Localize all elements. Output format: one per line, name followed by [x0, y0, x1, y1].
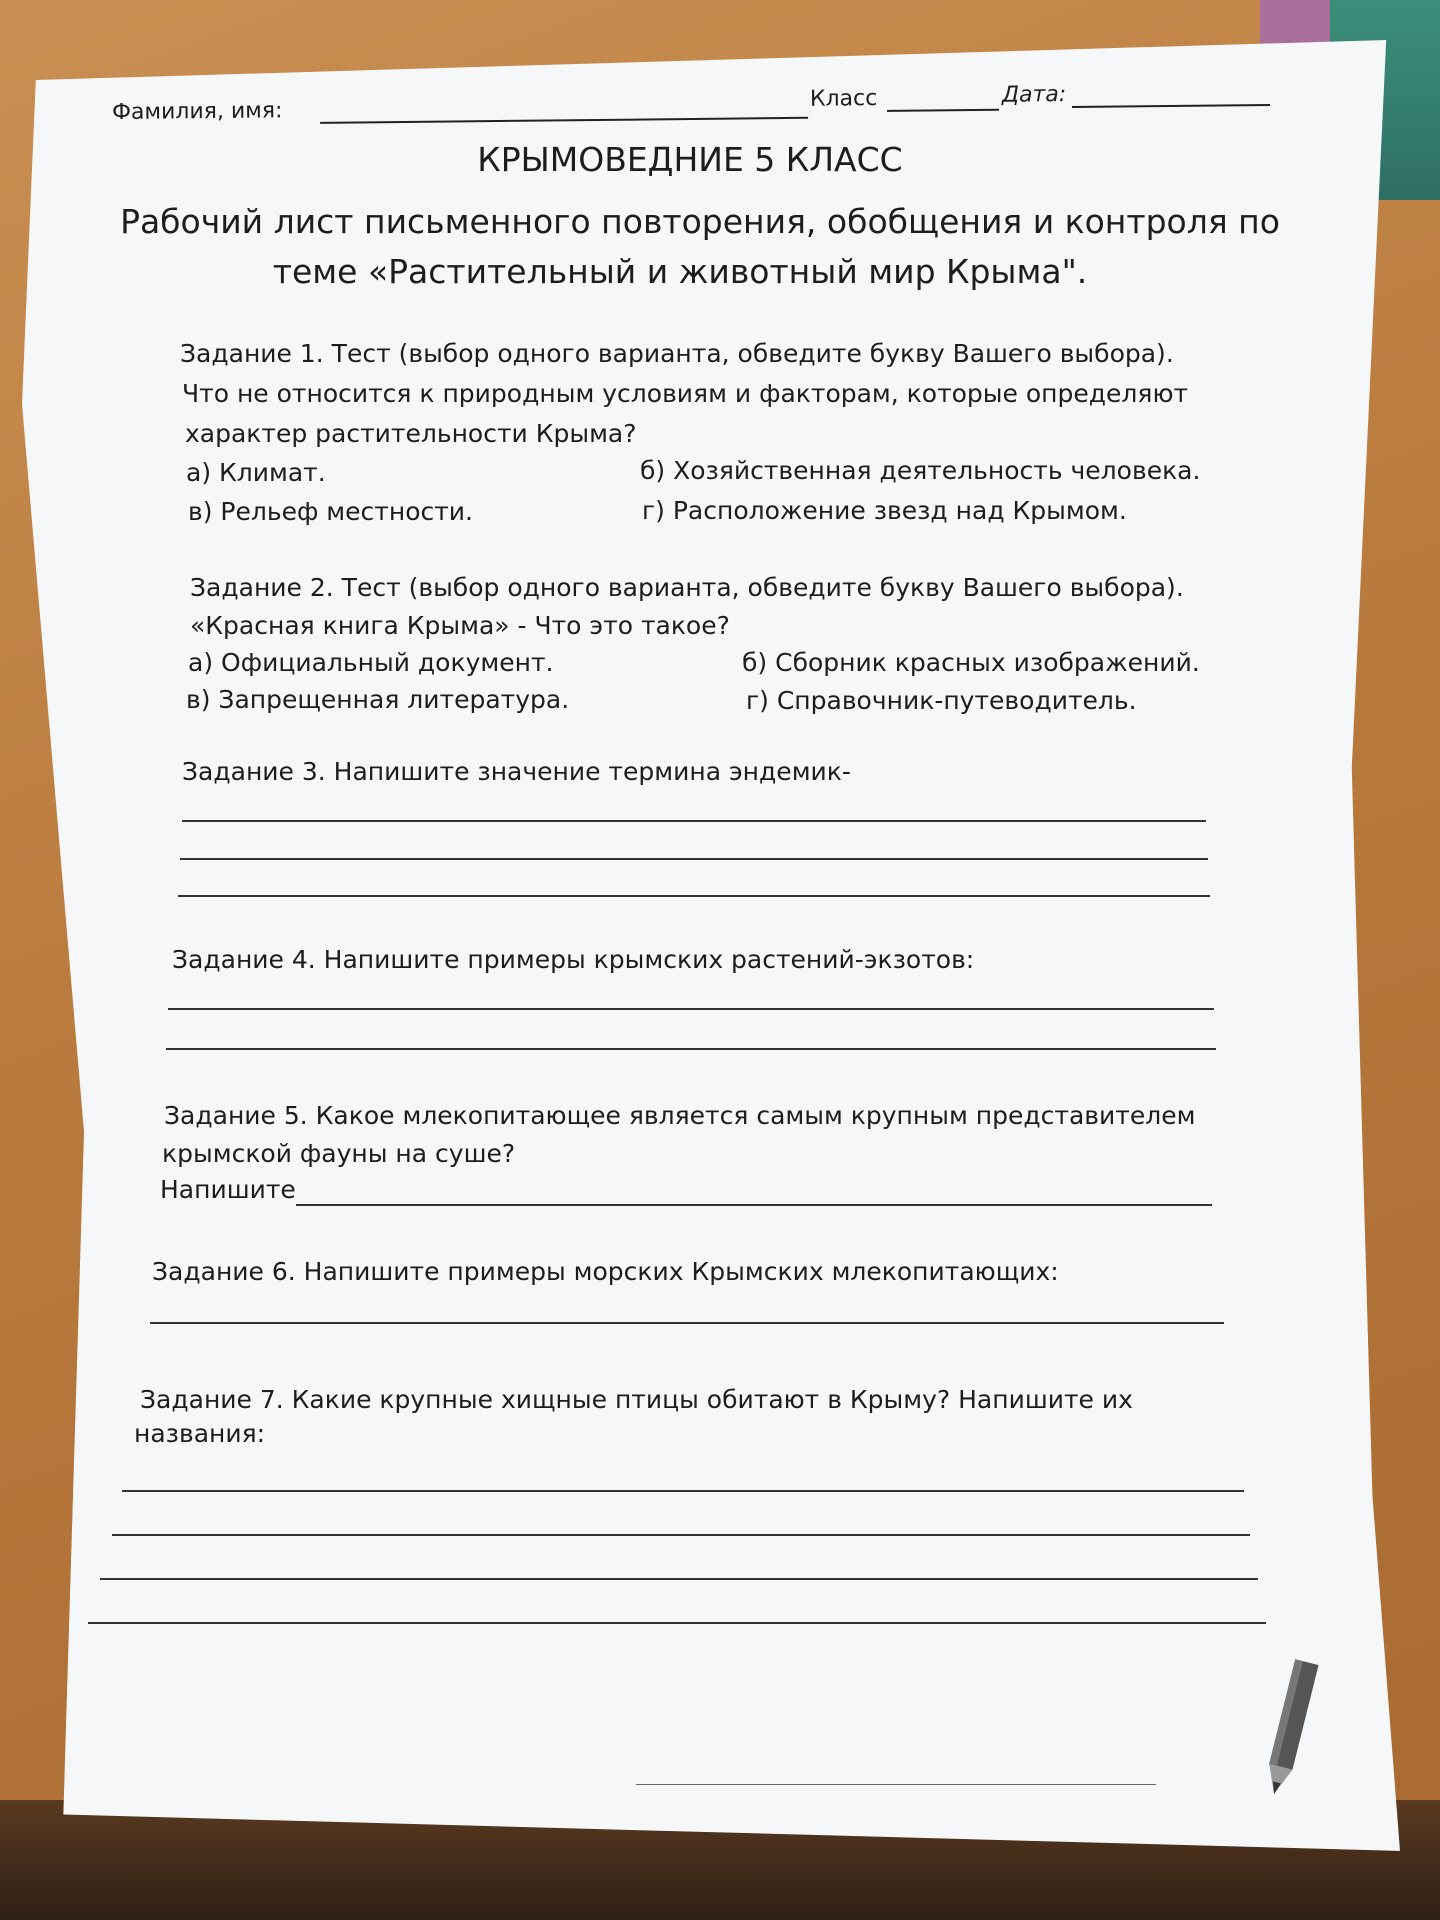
footer-line: [636, 1784, 1156, 1785]
task-7-answer-line-2[interactable]: [112, 1534, 1250, 1536]
task-5-line-1: Задание 5. Какое млекопитающее является самым крупным представителем: [164, 1101, 1196, 1130]
task-1-option-a[interactable]: а) Климат.: [186, 458, 326, 487]
date-label: Дата:: [1001, 82, 1067, 108]
task-2-option-b[interactable]: б) Сборник красных изображений.: [742, 648, 1200, 677]
task-7-line-1: Задание 7. Какие крупные хищные птицы обитают в Крыму? Напишите их: [140, 1385, 1133, 1414]
task-7-answer-line-1[interactable]: [122, 1490, 1244, 1492]
task-7-answer-line-4[interactable]: [88, 1622, 1266, 1624]
task-3-answer-line-3[interactable]: [178, 895, 1210, 897]
header-fields: [112, 82, 1272, 134]
task-5-line-3: Напишите: [160, 1175, 296, 1204]
class-field[interactable]: [887, 109, 999, 112]
task-3-answer-line-1[interactable]: [182, 820, 1206, 822]
task-1-line-2: Что не относится к природным условиям и факторам, которые определяют: [182, 379, 1189, 408]
task-2-option-v[interactable]: в) Запрещенная литература.: [186, 685, 570, 714]
subtitle-line-2: теме «Растительный и животный мир Крыма".: [272, 252, 1088, 291]
task-5-line-2: крымской фауны на суше?: [162, 1139, 516, 1168]
task-2-option-g[interactable]: г) Справочник-путеводитель.: [746, 686, 1137, 715]
date-field[interactable]: [1072, 104, 1270, 108]
task-7-answer-line-3[interactable]: [100, 1578, 1258, 1580]
task-1-option-g[interactable]: г) Расположение звезд над Крымом.: [642, 496, 1127, 525]
task-3-line-1: Задание 3. Напишите значение термина эндемик-: [182, 757, 851, 786]
task-3-answer-line-2[interactable]: [180, 858, 1208, 860]
task-6-line-1: Задание 6. Напишите примеры морских Крымских млекопитающих:: [152, 1257, 1059, 1286]
task-6-answer-line[interactable]: [150, 1322, 1224, 1324]
name-field[interactable]: [320, 117, 808, 124]
task-1-option-b[interactable]: б) Хозяйственная деятельность человека.: [640, 456, 1201, 485]
task-4-answer-line-1[interactable]: [168, 1008, 1214, 1010]
task-2-line-2: «Красная книга Крыма» - Что это такое?: [190, 611, 730, 640]
task-4-line-1: Задание 4. Напишите примеры крымских растений-экзотов:: [172, 945, 975, 974]
subtitle-line-1: Рабочий лист письменного повторения, обобщения и контроля по: [120, 202, 1280, 241]
task-1-option-v[interactable]: в) Рельеф местности.: [188, 497, 473, 526]
pencil-icon: [1254, 1657, 1327, 1803]
class-label: Класс: [809, 86, 878, 112]
task-1-line-1: Задание 1. Тест (выбор одного варианта, обведите букву Вашего выбора).: [180, 339, 1174, 368]
task-7-line-2: названия:: [134, 1419, 266, 1448]
task-4-answer-line-2[interactable]: [166, 1048, 1216, 1050]
task-1-line-3: характер растительности Крыма?: [185, 419, 637, 448]
task-2-line-1: Задание 2. Тест (выбор одного варианта, обведите букву Вашего выбора).: [190, 573, 1184, 602]
task-5-answer-line[interactable]: [296, 1204, 1212, 1206]
task-2-option-a[interactable]: а) Официальный документ.: [188, 648, 554, 677]
page-title: КРЫМОВЕДНИЕ 5 КЛАСС: [477, 140, 903, 179]
name-label: Фамилия, имя:: [111, 98, 283, 126]
